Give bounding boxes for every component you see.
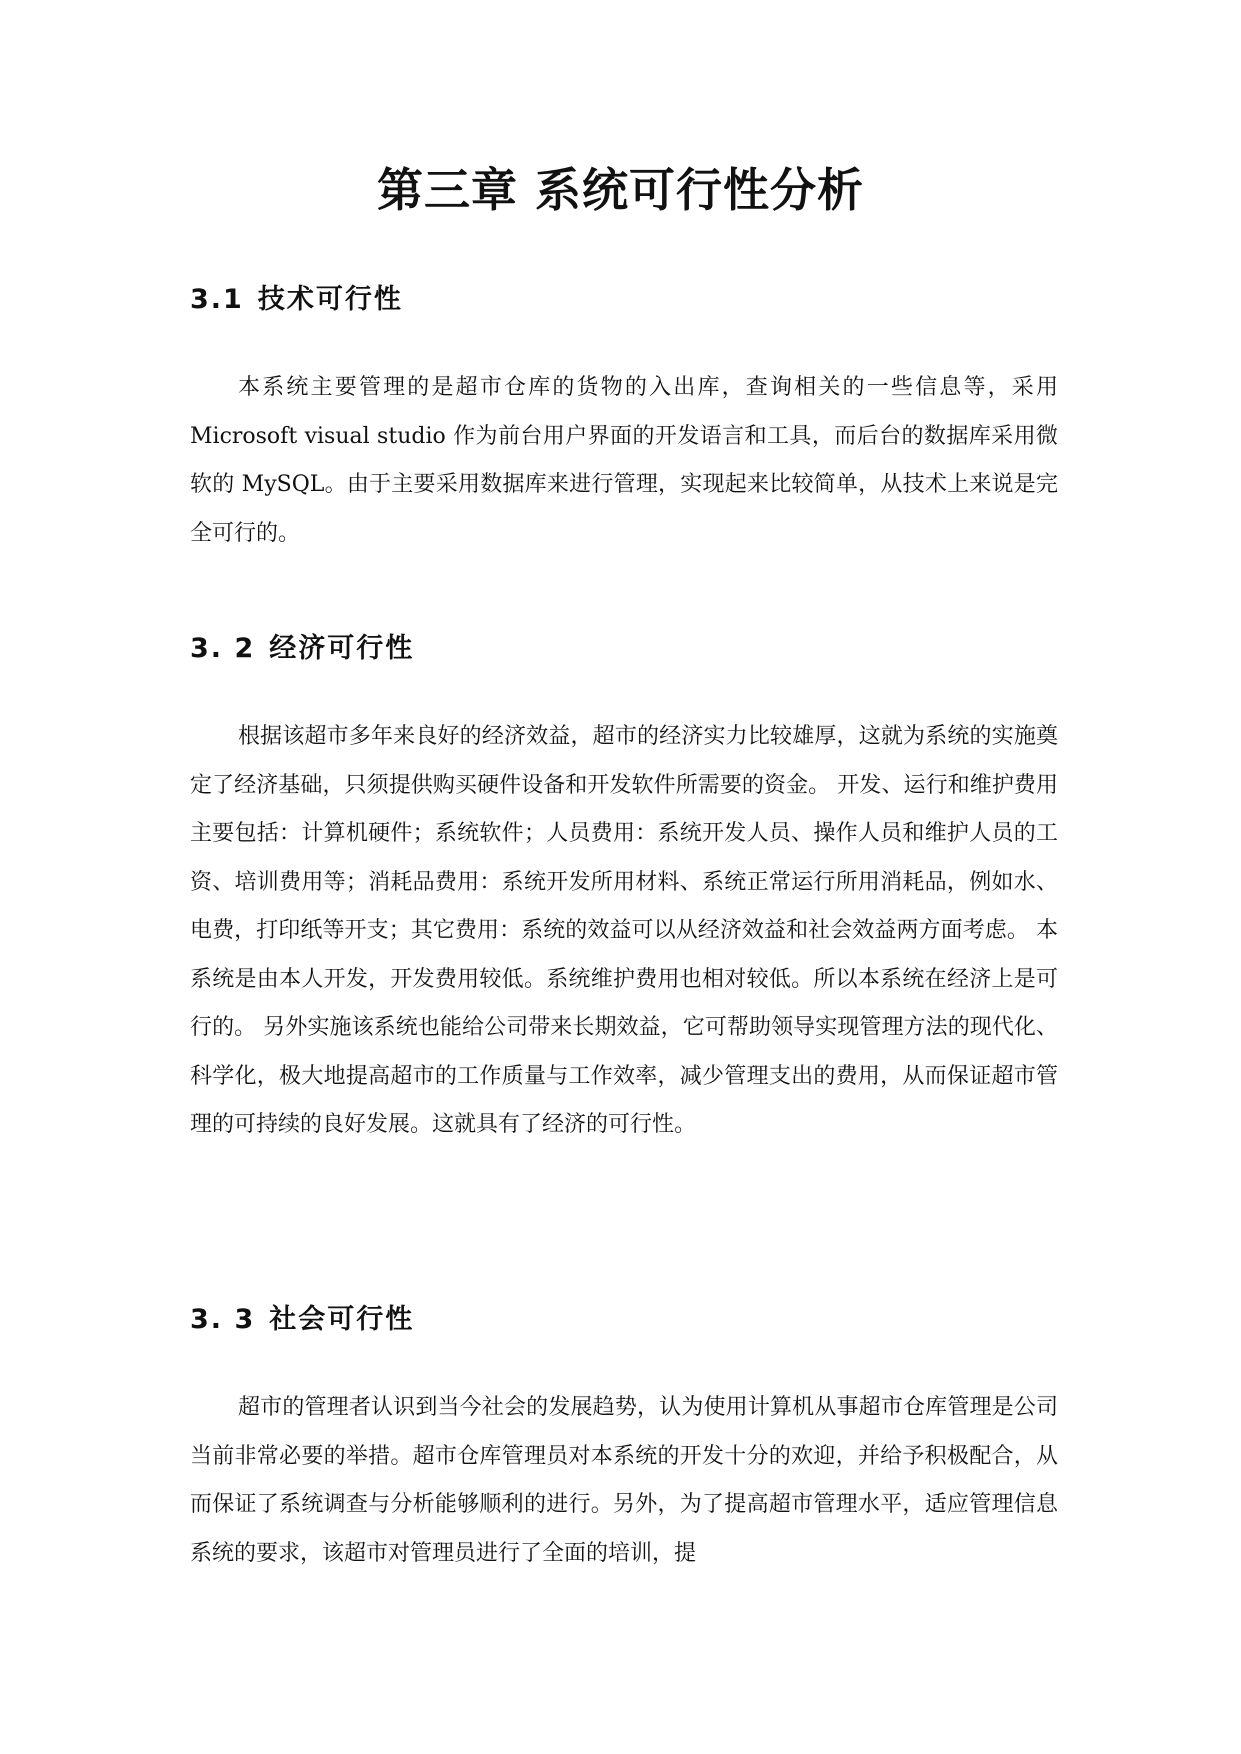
section-title: 社会可行性 xyxy=(269,1304,415,1335)
section-heading-3-1 xyxy=(190,282,403,318)
section-heading-3-2 xyxy=(190,631,414,667)
section-number: 3.1 xyxy=(190,284,244,315)
section-title: 经济可行性 xyxy=(269,633,415,664)
section-title: 技术可行性 xyxy=(257,284,403,315)
section-3-1-paragraph: 本系统主要管理的是超市仓库的货物的入出库，查询相关的一些信息等，采用 Microsoft visual studio 作为前台用户界面的开发语言和工具，而后台的数据库采用微软的 MySQL。由于主要采用数据库来进行管理，实现起来比较简单，从技术上来说是完全可行的。 xyxy=(190,375,1058,546)
section-3-3-paragraph: 超市的管理者认识到当今社会的发展趋势，认为使用计算机从事超市仓库管理是公司当前非常必要的举措。超市仓库管理员对本系统的开发十分的欢迎，并给予积极配合，从而保证了系统调查与分析能够顺利的进行。另外，为了提高超市管理水平，适应管理信息系统的要求，该超市对管理员进行了全面的培训，提 xyxy=(190,1395,1058,1566)
section-3-2-paragraph: 根据该超市多年来良好的经济效益，超市的经济实力比较雄厚，这就为系统的实施奠定了经济基础，只须提供购买硬件设备和开发软件所需要的资金。 开发、运行和维护费用主要包括：计算机硬件；系统软件；人员费用：系统开发人员、操作人员和维护人员的工资、培训费用等；消耗品费用：系统开发所用材料、系统正常运行所用消耗品，例如水、电费，打印纸等开支；其它费用：系统的效益可以从经济效益和社会效益两方面考虑。 本系统是由本人开发，开发费用较低。系统维护费用也相对较低。所以本系统在经济上是可行的。 另外实施该系统也能给公司带来长期效益，它可帮助领导实现管理方法的现代化、科学化，极大地提高超市的工作质量与工作效率，减少管理支出的费用，从而保证超市管理的可持续的良好发展。这就具有了经济的可行性。 xyxy=(190,724,1058,1137)
section-number: 3. 2 xyxy=(190,633,256,664)
chapter-title: 第三章 系统可行性分析 xyxy=(376,163,864,217)
section-number: 3. 3 xyxy=(190,1304,256,1335)
section-heading-3-3 xyxy=(190,1302,414,1338)
